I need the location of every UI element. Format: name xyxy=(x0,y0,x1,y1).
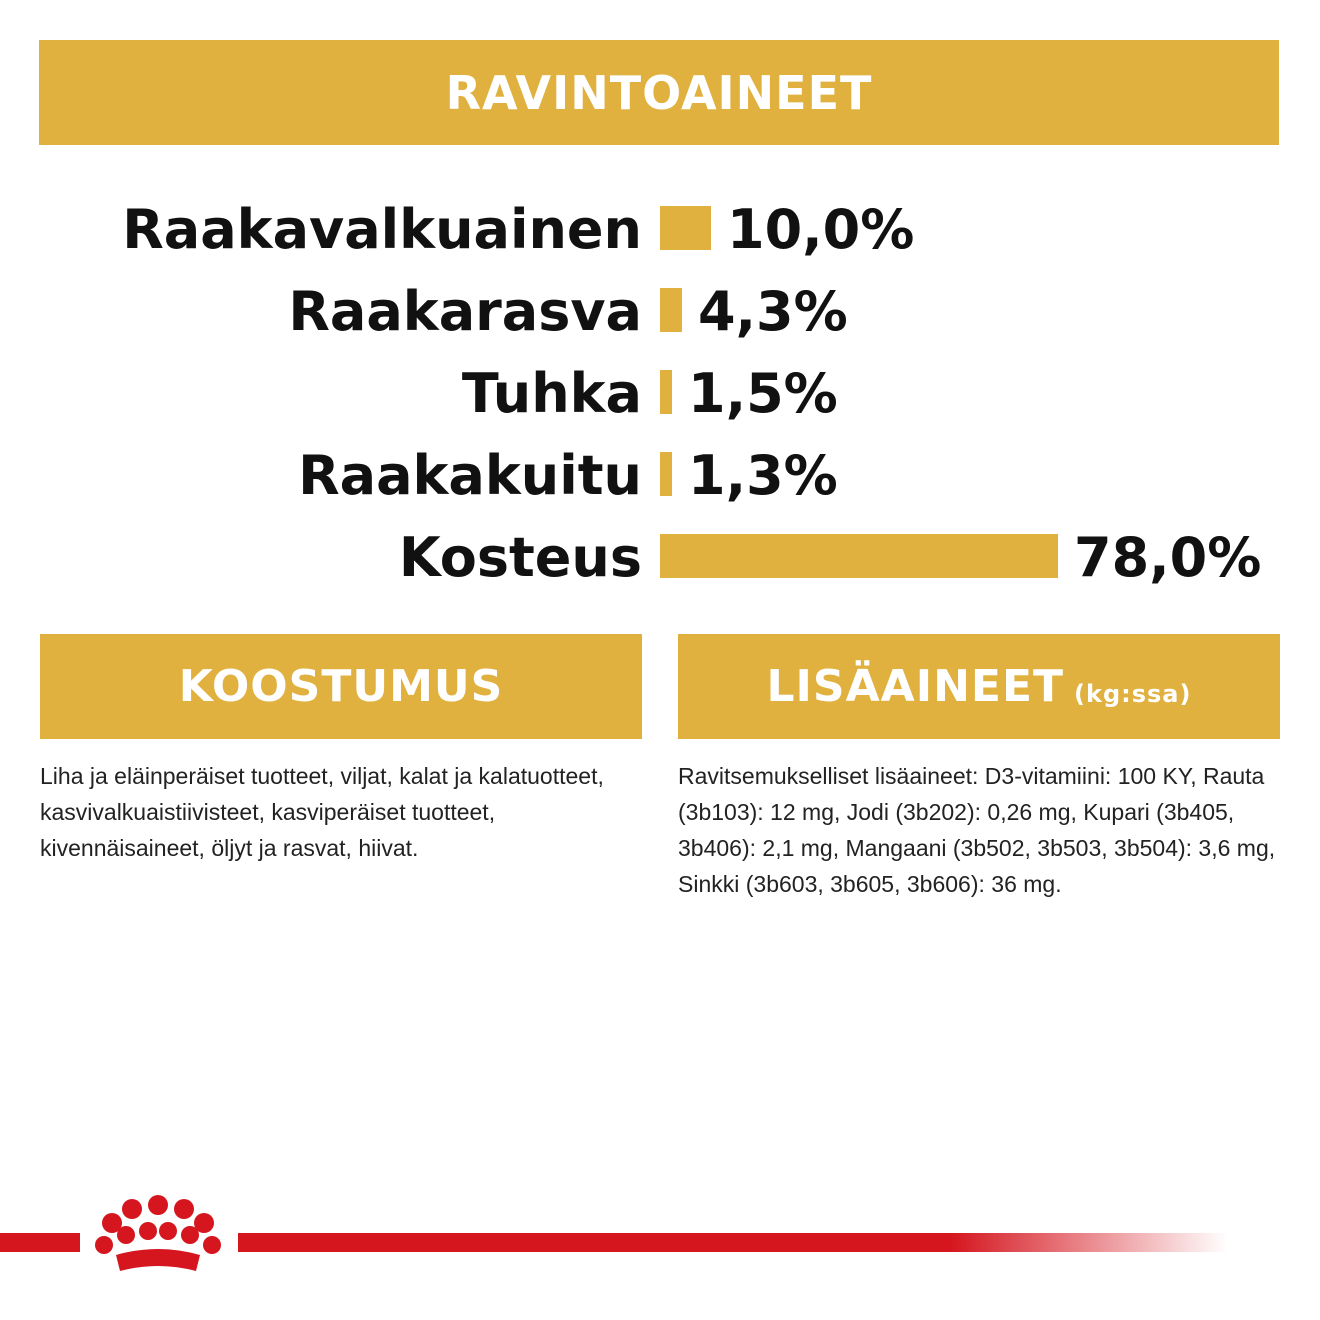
brand-stripe-left xyxy=(0,1233,80,1252)
brand-footer xyxy=(0,1195,1320,1285)
nutrient-value: 10,0% xyxy=(727,198,915,261)
composition-text: Liha ja eläinperäiset tuotteet, viljat, kalat ja kalatuotteet, kasvivalkuaistiivisteet, kasviperäiset tuotteet, kivennäisaineet, öljyt ja rasvat, hiivat. xyxy=(40,763,604,861)
nutrient-label: Raakavalkuainen xyxy=(122,198,642,261)
nutrient-bar xyxy=(660,288,682,332)
additives-unit: (kg:ssa) xyxy=(1074,679,1192,708)
nutrient-bar xyxy=(660,206,711,250)
nutrient-value: 4,3% xyxy=(697,280,848,343)
nutrient-value: 78,0% xyxy=(1074,526,1262,589)
additives-text: Ravitsemukselliset lisäaineet: D3-vitamiini: 100 KY, Rauta (3b103): 12 mg, Jodi (3b202): 0,26 mg, Kupari (3b405, 3b406): 2,1 mg, Mangaani (3b502, 3b503, 3b504): 3,6 mg, Sinkki (3b603, 3b605, 3b606): 36 mg. xyxy=(678,763,1276,897)
nutrient-bar xyxy=(660,534,1058,578)
nutrient-value: 1,5% xyxy=(688,362,838,425)
nutrients-banner xyxy=(39,40,1279,145)
nutrient-bar xyxy=(660,370,672,414)
nutrient-label: Tuhka xyxy=(461,362,642,425)
nutrients-title: RAVINTOAINEET xyxy=(445,65,873,120)
brand-stripe-right xyxy=(238,1233,1228,1252)
nutrient-bar xyxy=(660,452,672,496)
additives-banner xyxy=(678,634,1280,739)
composition-banner xyxy=(40,634,642,739)
nutrient-value: 1,3% xyxy=(688,444,838,507)
nutrients-chart xyxy=(0,180,1320,600)
nutrient-label: Kosteus xyxy=(398,526,642,589)
composition-title: KOOSTUMUS xyxy=(178,661,504,712)
additives-title: LISÄAINEET xyxy=(766,661,1065,712)
nutrient-label: Raakarasva xyxy=(288,280,642,343)
royal-canin-crown-icon xyxy=(95,1195,221,1271)
nutrient-label: Raakakuitu xyxy=(298,444,642,507)
